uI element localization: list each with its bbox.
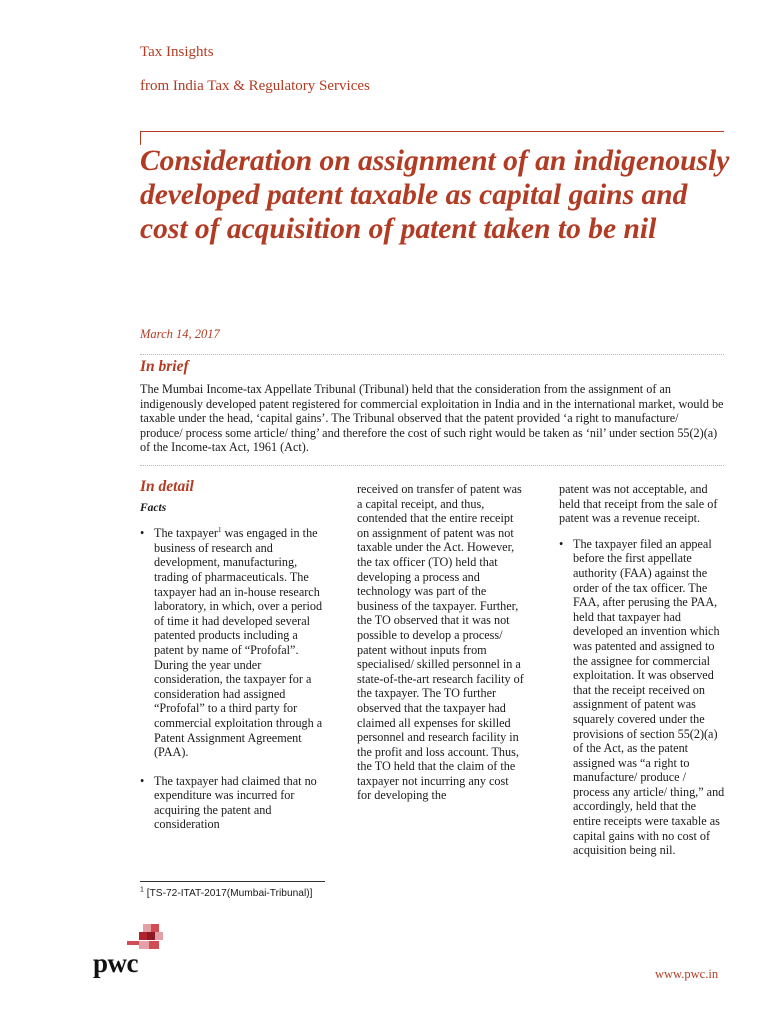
brief-text: The Mumbai Income-tax Appellate Tribunal (Tribunal) held that the consideration from the assignment of an indigenously developed patent registered for commercial exploitation in India and in the international market, would be taxable under the head, ‘capital gains’. The Tribunal observed that the patent provided ‘a right to manufacture/ produce/ process some article/ thing’ and therefore the cost of such right would be taken as ‘nil’ under section 55(2)(a) of the Income-tax Act, 1961 (Act).: [140, 382, 724, 455]
bullet-icon: •: [140, 526, 145, 541]
header-subtitle: from India Tax & Regulatory Services: [140, 78, 370, 94]
column-2-text: received on transfer of patent was a capital receipt, and thus, contended that the entire receipt on assignment of patent was not taxable under the Act. However, the tax officer (TO) held that developing a process and technology was part of the business of the taxpayer. Further, the TO observed that it was not possible to develop a process/ patent without inputs from specialised/ skilled personnel in a state-of-the-art research facility of the taxpayer. The TO further observed that the taxpayer had claimed all expenses for skilled personnel and research facility in the profit and loss account. Thus, the TO held that the claim of the taxpayer not incurring any cost for developing the: [357, 482, 524, 803]
brief-divider: [140, 465, 724, 466]
bullet-icon: •: [559, 536, 564, 551]
column-3-text: patent was not acceptable, and held that receipt from the sale of patent was a revenue receipt.: [559, 482, 718, 526]
date-divider: [140, 354, 724, 355]
facts-subheading: Facts: [140, 501, 167, 514]
pwc-logo: pwc: [93, 948, 138, 978]
page-title: Consideration on assignment of an indigenously developed patent taxable as capital gains and cost of acquisition of patent taken to be nil: [140, 145, 730, 245]
facts-list-continued: [559, 537, 725, 858]
footer-website-link[interactable]: www.pwc.in: [655, 967, 719, 981]
facts-list: [140, 526, 323, 832]
list-item: • The taxpayer had claimed that no expenditure was incurred for acquiring the patent and consideration: [140, 773, 317, 832]
bullet-icon: •: [140, 773, 145, 788]
footnote: [140, 887, 325, 900]
footnote-marker: 1: [140, 886, 144, 894]
list-item: • The taxpayer filed an appeal before the first appellate authority (FAA) against the order of the tax officer. The FAA, after perusing the PAA, held that taxpayer had developed an invention which was patented and assigned to the assignee for commercial exploitation. It was observed that the receipt received on assignment of patent was squarely covered under the provisions of section 55(2)(a) of the Act, as the patent assigned was “a right to manufacture/ produce / process any article/ thing,” and accordingly, held that the entire receipts were taxable as capital gains with no cost of acquisition being nil.: [559, 536, 725, 858]
brief-heading: In brief: [140, 358, 189, 375]
list-item: • The taxpayer$^1$ was engaged in the business of research and development, manufacturing, trading of pharmaceuticals. The taxpayer had an in-house research laboratory, in which, over a period of time it had developed several patented products including a patent by name of “Profofal”. During the year under consideration, the taxpayer for a consideration had assigned “Profofal” to a third party for commercial exploitation through a Patent Assignment Agreement (PAA).: [140, 526, 323, 760]
header-rule-tick: [140, 131, 141, 145]
detail-column-3: [559, 482, 725, 872]
detail-heading: In detail: [140, 478, 194, 495]
footnote-reference: 1: [217, 526, 222, 535]
detail-column-2: [357, 482, 525, 814]
detail-column-1: [140, 480, 323, 846]
header-kicker: Tax Insights: [140, 44, 214, 60]
footnote-text: [TS-72-ITAT-2017(Mumbai-Tribunal)]: [146, 888, 313, 899]
header-rule: [140, 131, 724, 132]
footnote-rule: [140, 881, 325, 882]
publication-date: March 14, 2017: [140, 327, 220, 341]
